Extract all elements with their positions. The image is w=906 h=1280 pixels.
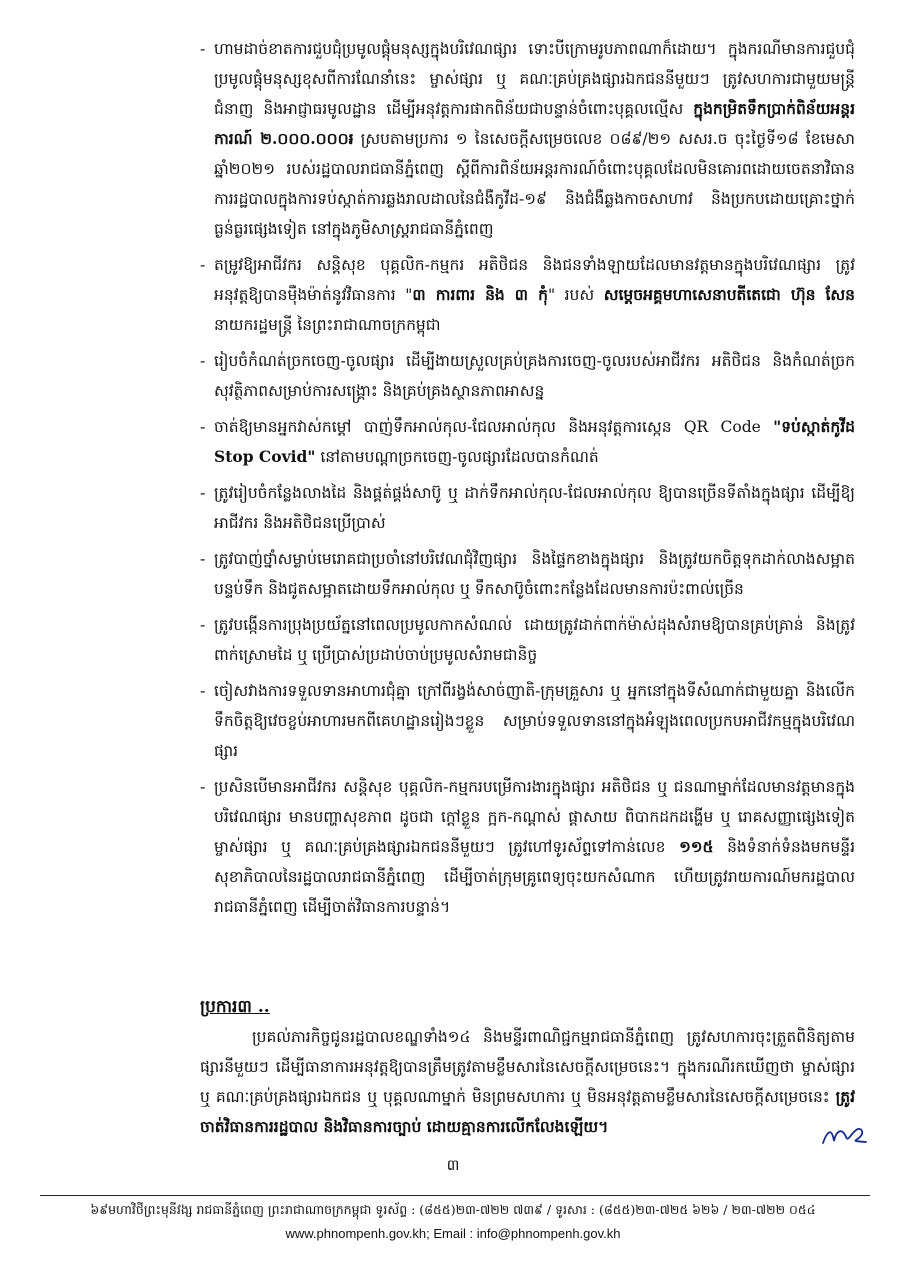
bullet-text: ប្រសិនបើមានអាជីវករ សន្តិសុខ បុគ្គលិក-កម្មករបម្រើការងារក្នុងផ្សារ អតិថិជន ឬ ជនណាម្នាក់ដែលមានវត្តមានក្នុងបរិវេណផ្សារ មានបញ្ហាសុខភាព ដូចជា ក្តៅខ្លួន ក្អក-កណ្តាស់ ផ្តាសាយ ពិបាកដកដង្ហើម ឬ រោគសញ្ញាផ្សេងទៀត ម្ចាស់ផ្សារ ឬ គណៈគ្រប់គ្រងផ្សារឯកជននីមួយៗ ត្រូវហៅទូរស័ព្ទទៅកាន់លេខ ១១៥ និងទំនាក់ទំនងមកមន្ទីរសុខាភិបាលនៃរដ្ឋបាលរាជធានីភ្នំពេញ ដើម្បីចាត់ក្រុមគ្រូពេទ្យចុះយកសំណាក ហើយត្រូវរាយការណ៍មករដ្ឋបាលរាជធានីភ្នំពេញ ដើម្បីចាត់វិធានការបន្ទាន់។ xyxy=(214,778,855,916)
bullet-dash: - xyxy=(200,777,206,796)
bullet-text: ត្រូវបង្កើនការប្រុងប្រយ័ត្ននៅពេលប្រមូលកាកសំណល់ ដោយត្រូវដាក់ពាក់ម៉ាស់ដុងសំរាមឱ្យបានគ្រប់គ្រាន់ និងត្រូវពាក់ស្រោមដៃ ឬ ប្រើប្រាស់ប្រដាប់ចាប់ប្រមូលសំរាមជានិច្ច xyxy=(214,616,855,664)
bullet-dash: - xyxy=(200,549,206,568)
list-item xyxy=(200,544,855,604)
signature-initials-icon xyxy=(820,1123,868,1149)
footer-address: ៦៩មហាវិថីព្រះមុនីវង្ស រាជធានីភ្នំពេញ ព្រះរាជាណាចក្រកម្ពុជា ទូរស័ព្ទ : (៨៥៥)២៣-៧២២ ៧៣៩ / ទូរសារ : (៨៥៥)២៣-៧២៥ ៦២៦ / ២៣-៧២២ ០៥៤ xyxy=(90,1202,816,1217)
footer-website-email: www.phnompenh.gov.kh; Email : info@phnompenh.gov.kh xyxy=(285,1226,621,1241)
list-item xyxy=(200,676,855,766)
list-item xyxy=(200,610,855,670)
bullet-text: ហាមដាច់ខាតការជួបជុំប្រមូលផ្តុំមនុស្សក្នុងបរិវេណផ្សារ ទោះបីក្រោមរូបភាពណាក៏ដោយ។ ក្នុងករណីមានការជួបជុំប្រមូលផ្តុំមនុស្សខុសពីការណែនាំនេះ ម្ចាស់ផ្សារ ឬ គណៈគ្រប់គ្រងផ្សារឯកជននីមួយៗ ត្រូវសហការជាមួយមន្ត្រីជំនាញ និងអាជ្ញាធរមូលដ្ឋាន ដើម្បីអនុវត្តការផាកពិន័យជាបន្ទាន់ចំពោះបុគ្គលល្មើស ក្នុងកម្រិតទឹកប្រាក់ពិន័យអន្តរការណ៍ ២.០០០.០០០៛ ស្របតាមប្រការ ១ នៃសេចក្តីសម្រេចលេខ ០៨៩/២១ សសរ.ច ចុះថ្ងៃទី១៨ ខែមេសា ឆ្នាំ២០២១ របស់រដ្ឋបាលរាជធានីភ្នំពេញ ស្តីពីការពិន័យអន្តរការណ៍ចំពោះបុគ្គលដែលមិនគោរពដោយចេតនាវិធានការរដ្ឋបាលក្នុងការទប់ស្កាត់ការឆ្លងរាលដាលនៃជំងឺកូវីដ-១៩ និងជំងឺឆ្លងកាចសាហាវ និងប្រកបដោយគ្រោះថ្នាក់ធ្ងន់ធ្ងរផ្សេងទៀត នៅក្នុងភូមិសាស្ត្ររាជធានីភ្នំពេញ xyxy=(214,40,855,238)
article-title: ប្រការ៣ .. xyxy=(200,997,270,1017)
bullet-dash: - xyxy=(200,255,206,274)
footer-divider xyxy=(40,1195,870,1196)
article-3 xyxy=(200,992,855,1142)
list-item xyxy=(200,250,855,340)
bullet-text: ត្រូវបាញ់ថ្នាំសម្លាប់មេរោគជាប្រចាំនៅបរិវេណជុំវិញផ្សារ និងផ្ទៃកខាងក្នុងផ្សារ និងត្រូវយកចិត្តទុកដាក់លាងសម្អាតបន្ទប់ទឹក និងជូតសម្អាតដោយទឹកអាល់កុល ឬ ទឹកសាប៊ូចំពោះកន្លែងដែលមានការប៉ះពាល់ច្រើន xyxy=(214,550,855,598)
article-body: ប្រគល់ភារកិច្ចជូនរដ្ឋបាលខណ្ឌទាំង១៤ និងមន្ទីរពាណិជ្ជកម្មរាជធានីភ្នំពេញ ត្រូវសហការចុះត្រួតពិនិត្យតាមផ្សារនីមួយៗ ដើម្បីធានាការអនុវត្តឱ្យបានត្រឹមត្រូវតាមខ្លឹមសារនៃសេចក្តីសម្រេចនេះ។ ក្នុងករណីរកឃើញថា ម្ចាស់ផ្សារ ឬ គណៈគ្រប់គ្រងផ្សារឯកជន ឬ បុគ្គលណាម្នាក់ មិនព្រមសហការ ឬ មិនអនុវត្តតាមខ្លឹមសារនៃសេចក្តីសម្រេចនេះ ត្រូវចាត់វិធានការរដ្ឋបាល និងវិធានការច្បាប់ ដោយគ្មានការលើកលែងឡើយ។ xyxy=(200,1028,855,1136)
bullet-text: ចៀសវាងការទទួលទានអាហារជុំគ្នា ក្រៅពីរង្វង់សាច់ញាតិ-ក្រុមគ្រួសារ ឬ អ្នកនៅក្នុងទីសំណាក់ជាមួយគ្នា និងលើកទឹកចិត្តឱ្យវេចខ្ចប់អាហារមកពីគេហដ្ឋានរៀងៗខ្លួន សម្រាប់ទទួលទាននៅក្នុងអំឡុងពេលប្រកបអាជីវកម្មក្នុងបរិវេណផ្សារ xyxy=(214,682,855,760)
page-number: ៣ xyxy=(446,1156,460,1174)
bullet-dash: - xyxy=(200,417,206,436)
bullet-text: តម្រូវឱ្យអាជីវករ សន្តិសុខ បុគ្គលិក-កម្មករ អតិថិជន និងជនទាំងឡាយដែលមានវត្តមានក្នុងបរិវេណផ្សារ ត្រូវអនុវត្តឱ្យបានម៉ឺងម៉ាត់នូវវិធានការ "៣ ការពារ និង ៣ កុំ" របស់ សម្តេចអគ្គមហាសេនាបតីតេជោ ហ៊ុន សែន នាយករដ្ឋមន្ត្រី នៃព្រះរាជាណាចក្រកម្ពុជា xyxy=(214,256,856,334)
bullet-text: រៀបចំកំណត់ច្រកចេញ-ចូលផ្សារ ដើម្បីងាយស្រួលគ្រប់គ្រងការចេញ-ចូលរបស់អាជីវករ អតិថិជន និងកំណត់ច្រកសុវត្ថិភាពសម្រាប់ការសង្គ្រោះ និងគ្រប់គ្រងស្ថានភាពអាសន្ន xyxy=(214,352,855,400)
list-item xyxy=(200,772,855,922)
bullet-dash: - xyxy=(200,351,206,370)
bullet-dash: - xyxy=(200,483,206,502)
list-item xyxy=(200,34,855,244)
bullet-dash: - xyxy=(200,615,206,634)
bullet-list xyxy=(200,34,855,928)
bullet-text: ត្រូវរៀបចំកន្លែងលាងដៃ និងផ្គត់ផ្គង់សាប៊ូ ឬ ដាក់ទឹកអាល់កុល-ជែលអាល់កុល ឱ្យបានច្រើនទីតាំងក្នុងផ្សារ ដើម្បីឱ្យអាជីវករ និងអតិថិជនប្រើប្រាស់ xyxy=(214,484,855,532)
bullet-text: ចាត់ឱ្យមានអ្នកវាស់កម្តៅ បាញ់ទឹកអាល់កុល-ជែលអាល់កុល និងអនុវត្តការស្កេន QR Code "ទប់ស្កាត់កូវីដ Stop Covid" នៅតាមបណ្តាច្រកចេញ-ចូលផ្សារដែលបានកំណត់ xyxy=(214,417,855,466)
list-item xyxy=(200,346,855,406)
bullet-dash: - xyxy=(200,39,206,58)
list-item xyxy=(200,412,855,472)
bullet-dash: - xyxy=(200,681,206,700)
list-item xyxy=(200,478,855,538)
